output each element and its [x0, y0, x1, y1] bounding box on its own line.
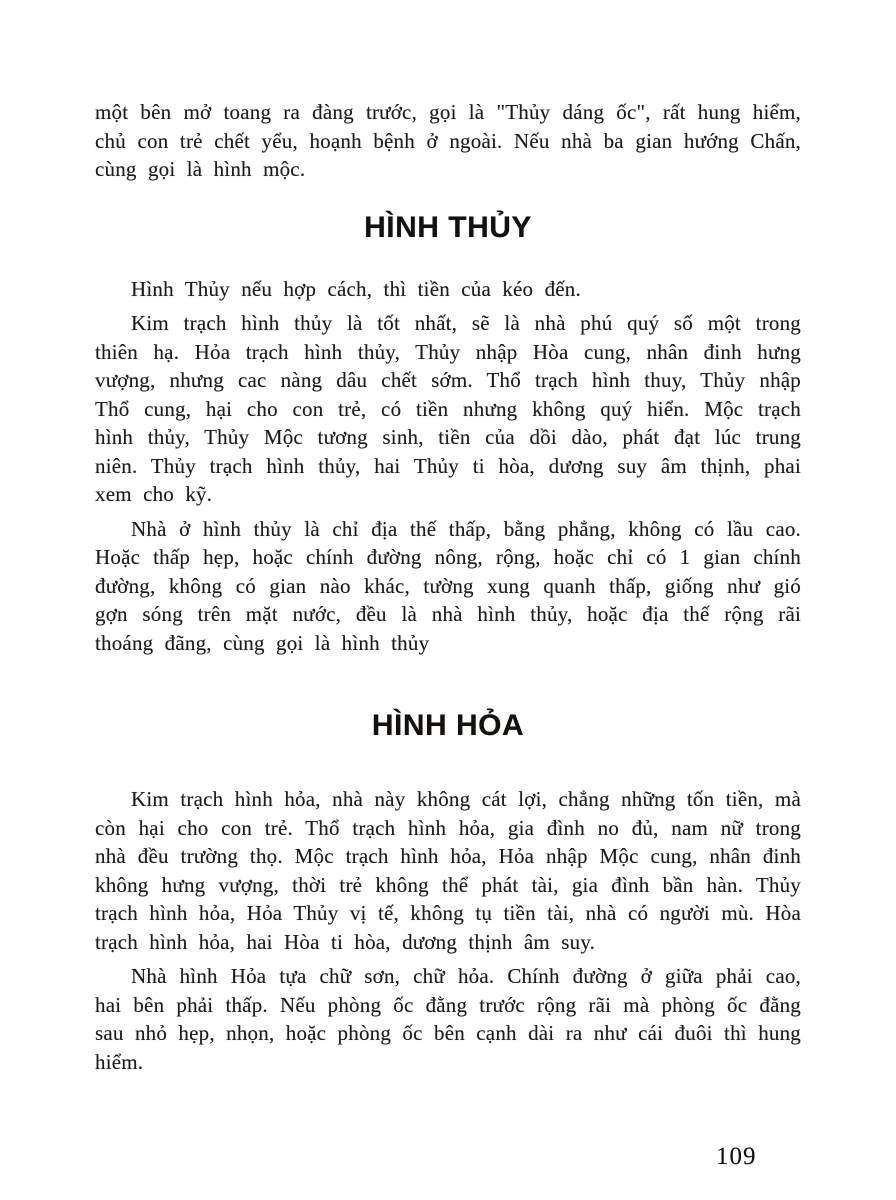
section-heading-hinh-hoa: HÌNH HỎA: [371, 709, 525, 742]
paragraph: Nhà hình Hỏa tựa chữ sơn, chữ hỏa. Chính đường ở giữa phải cao, hai bên phải thấp. Nếu phòng ốc đằng trước rộng rãi mà phòng ốc đằng sau nhỏ hẹp, nhọn, hoặc phòng ốc bên cạnh dài ra như cái đuôi thì hung hiểm.: [95, 964, 801, 1074]
paragraph-continuation: một bên mở toang ra đàng trước, gọi là "Thủy dáng ốc", rất hung hiểm, chủ con trẻ chết yểu, hoạnh bệnh ở ngoài. Nếu nhà ba gian hướng Chấn, cùng gọi là hình mộc.: [95, 100, 801, 181]
paragraph: Nhà ở hình thủy là chỉ địa thế thấp, bằng phẳng, không có lầu cao. Hoặc thấp hẹp, hoặc chính đường nông, rộng, hoặc chỉ có 1 gian chính đường, không có gian nào khác, tường xung quanh thấp, giống như gió gợn sóng trên mặt nước, đều là nhà hình thủy, hoặc địa thế rộng rãi thoáng đãng, cùng gọi là hình thủy: [95, 516, 801, 655]
text-column: [95, 98, 801, 1082]
page-number: 109: [716, 1143, 757, 1170]
section-heading-hinh-thuy: HÌNH THỦY: [364, 210, 532, 244]
paragraph: Kim trạch hình thủy là tốt nhất, sẽ là nhà phú quý số một trong thiên hạ. Hỏa trạch hình thủy, Thủy nhập Hòa cung, nhân đinh hưng vượng, nhưng cac nàng dâu chết sớm. Thổ trạch hình thuy, Thủy nhập Thổ cung, hại cho con trẻ, có tiền nhưng không quý hiển. Mộc trạch hình thủy, Thủy Mộc tương sinh, tiền của dồi dào, phát đạt lúc trung niên. Thủy trạch hình thủy, hai Thủy ti hòa, dương suy âm thịnh, phai xem cho kỹ.: [95, 311, 801, 506]
paragraph: Hình Thủy nếu hợp cách, thì tiền của kéo đến.: [131, 276, 581, 301]
paragraph: Kim trạch hình hỏa, nhà này không cát lợi, chẳng những tốn tiền, mà còn hại cho con trẻ. Thổ trạch hình hỏa, gia đình no đủ, nam nữ trong nhà đều trường thọ. Mộc trạch hình hỏa, Hỏa nhập Mộc cung, nhân đinh không hưng vượng, thời trẻ không thể phát tài, gia đình bần hàn. Thủy trạch hình hỏa, Hỏa Thủy vị tế, không tụ tiền tài, nhà có người mù. Hòa trạch hình hỏa, hai Hòa ti hòa, dương thịnh âm suy.: [95, 787, 801, 954]
